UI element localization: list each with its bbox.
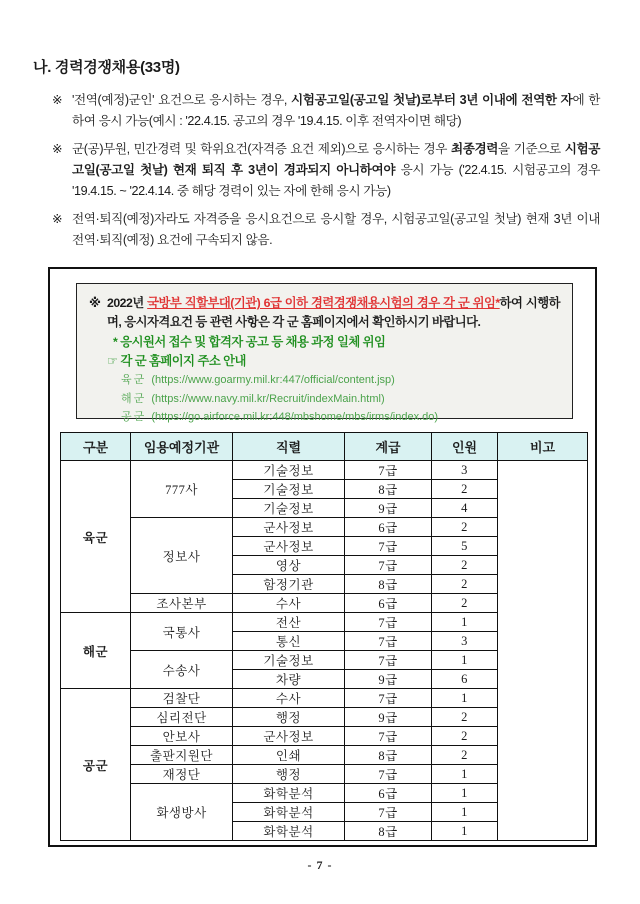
notice-main-line <box>89 294 560 332</box>
series-cell: 통신 <box>233 632 345 651</box>
note-paragraph-3 <box>52 209 600 251</box>
service-url: (https://www.goarmy.mil.kr:447/official/content.jsp) <box>151 374 395 386</box>
count-cell: 6 <box>432 670 498 689</box>
count-cell: 2 <box>432 556 498 575</box>
count-cell: 2 <box>432 708 498 727</box>
note-text: 전역·퇴직(예정)자라도 자격증을 응시요건으로 응시할 경우, 시험공고일(공고일 첫날) 현재 3년 이내 전역·퇴직(예정) 요건에 구속되지 않음. <box>72 212 600 247</box>
count-cell: 3 <box>432 632 498 651</box>
count-cell: 1 <box>432 784 498 803</box>
agency-cell: 검찰단 <box>131 689 233 708</box>
homepage-link[interactable] <box>121 408 560 427</box>
count-cell: 4 <box>432 499 498 518</box>
count-cell: 2 <box>432 518 498 537</box>
series-cell: 군사정보 <box>233 518 345 537</box>
count-cell: 1 <box>432 689 498 708</box>
agency-cell: 수송사 <box>131 651 233 689</box>
grade-cell: 8급 <box>345 480 432 499</box>
agency-cell: 출판지원단 <box>131 746 233 765</box>
service-url: (https://www.navy.mil.kr/Recruit/indexMain.html) <box>151 392 385 405</box>
count-cell: 2 <box>432 594 498 613</box>
notice-red-highlight: 국방부 직할부대(기관) 6급 이하 경력경쟁채용시험의 경우 각 군 위임* <box>147 296 500 310</box>
grade-cell: 7급 <box>345 632 432 651</box>
service-label: 공군 <box>121 411 152 423</box>
count-cell: 2 <box>432 575 498 594</box>
agency-cell: 심리전단 <box>131 708 233 727</box>
series-cell: 영상 <box>233 556 345 575</box>
table-header-row <box>61 433 588 461</box>
agency-cell: 안보사 <box>131 727 233 746</box>
grade-cell: 8급 <box>345 822 432 841</box>
series-cell: 수사 <box>233 689 345 708</box>
notes-section <box>52 90 600 258</box>
series-cell: 수사 <box>233 594 345 613</box>
note-paragraph-2 <box>52 139 600 202</box>
service-cell: 공군 <box>61 689 131 841</box>
note-text: 군(공)무원, 민간경력 및 학위요건(자격증 요건 제외)으로 응시하는 경우 최종경력을 기준으로 시험공고일(공고일 첫날) 현재 퇴직 후 3년이 경과되지 아니하여야 응시 가능 ('22.4.15. 시험공고의 경우 '19.4.15. ~ '22.4.14. 중 해당 경력이 있는 자에 한해 응시 가능) <box>72 142 600 198</box>
note-marker: ※ <box>52 212 63 226</box>
series-cell: 인쇄 <box>233 746 345 765</box>
grade-cell: 7급 <box>345 556 432 575</box>
series-cell: 전산 <box>233 613 345 632</box>
series-cell: 군사정보 <box>233 537 345 556</box>
agency-cell: 국통사 <box>131 613 233 651</box>
count-cell: 2 <box>432 480 498 499</box>
series-cell: 기술정보 <box>233 499 345 518</box>
series-cell: 함정기관 <box>233 575 345 594</box>
agency-cell: 재정단 <box>131 765 233 784</box>
count-cell: 1 <box>432 651 498 670</box>
count-cell: 1 <box>432 765 498 784</box>
service-cell: 육군 <box>61 461 131 613</box>
homepage-link[interactable] <box>121 371 560 390</box>
notice-delegation-note: * 응시원서 접수 및 합격자 공고 등 채용 과정 일체 위임 <box>113 335 386 349</box>
count-cell: 1 <box>432 803 498 822</box>
service-cell: 해군 <box>61 613 131 689</box>
homepage-link[interactable] <box>121 390 560 409</box>
agency-cell: 조사본부 <box>131 594 233 613</box>
notice-box <box>76 283 573 423</box>
grade-cell: 7급 <box>345 765 432 784</box>
series-cell: 군사정보 <box>233 727 345 746</box>
notice-marker: ※ <box>89 296 101 310</box>
note-paragraph-1 <box>52 90 600 132</box>
table-row <box>61 461 588 480</box>
grade-cell: 6급 <box>345 784 432 803</box>
series-cell: 화학분석 <box>233 784 345 803</box>
page-number: - 7 - <box>307 858 333 872</box>
notice-homepage-guide: ☞ 각 군 홈페이지 주소 안내 <box>107 354 246 368</box>
series-cell: 기술정보 <box>233 461 345 480</box>
count-cell: 2 <box>432 746 498 765</box>
series-cell: 화학분석 <box>233 803 345 822</box>
col-header-remark: 비고 <box>498 433 588 461</box>
agency-cell: 777사 <box>131 461 233 518</box>
col-header-count: 인원 <box>432 433 498 461</box>
agency-cell: 정보사 <box>131 518 233 594</box>
series-cell: 행정 <box>233 765 345 784</box>
col-header-agency: 임용예정기관 <box>131 433 233 461</box>
service-label: 육군 <box>121 374 152 386</box>
grade-cell: 8급 <box>345 575 432 594</box>
section-heading: 나. 경력경쟁채용(33명) <box>33 59 180 76</box>
recruitment-table <box>60 432 588 841</box>
grade-cell: 6급 <box>345 518 432 537</box>
count-cell: 1 <box>432 613 498 632</box>
grade-cell: 7급 <box>345 689 432 708</box>
series-cell: 기술정보 <box>233 651 345 670</box>
homepage-link-list <box>121 371 560 427</box>
col-header-category: 구분 <box>61 433 131 461</box>
series-cell: 차량 <box>233 670 345 689</box>
grade-cell: 7급 <box>345 613 432 632</box>
notice-text: 2022년 국방부 직할부대(기관) 6급 이하 경력경쟁채용시험의 경우 각 군 위임*하여 시행하며, 응시자격요건 등 관련 사항은 각 군 홈페이지에서 확인하시기 바랍니다. <box>107 296 560 329</box>
note-text: '전역(예정)군인' 요건으로 응시하는 경우, 시험공고일(공고일 첫날)로부터 3년 이내에 전역한 자에 한하여 응시 가능(예시 : '22.4.15. 공고의 경우 '19.4.15. 이후 전역자이면 해당) <box>72 93 600 128</box>
remark-cell <box>498 461 588 841</box>
grade-cell: 9급 <box>345 708 432 727</box>
series-cell: 행정 <box>233 708 345 727</box>
grade-cell: 6급 <box>345 594 432 613</box>
col-header-grade: 계급 <box>345 433 432 461</box>
grade-cell: 7급 <box>345 803 432 822</box>
count-cell: 1 <box>432 822 498 841</box>
agency-cell: 화생방사 <box>131 784 233 841</box>
grade-cell: 7급 <box>345 537 432 556</box>
grade-cell: 9급 <box>345 499 432 518</box>
count-cell: 5 <box>432 537 498 556</box>
service-url: (https://go.airforce.mil.kr:448/mbshome/mbs/irms/index.do) <box>151 411 439 423</box>
service-label: 해군 <box>121 392 152 405</box>
content-border-box <box>48 267 597 847</box>
grade-cell: 9급 <box>345 670 432 689</box>
count-cell: 2 <box>432 727 498 746</box>
col-header-series: 직렬 <box>233 433 345 461</box>
note-marker: ※ <box>52 142 63 156</box>
grade-cell: 7급 <box>345 461 432 480</box>
series-cell: 기술정보 <box>233 480 345 499</box>
series-cell: 화학분석 <box>233 822 345 841</box>
count-cell: 3 <box>432 461 498 480</box>
grade-cell: 7급 <box>345 651 432 670</box>
note-marker: ※ <box>52 93 63 107</box>
grade-cell: 7급 <box>345 727 432 746</box>
grade-cell: 8급 <box>345 746 432 765</box>
